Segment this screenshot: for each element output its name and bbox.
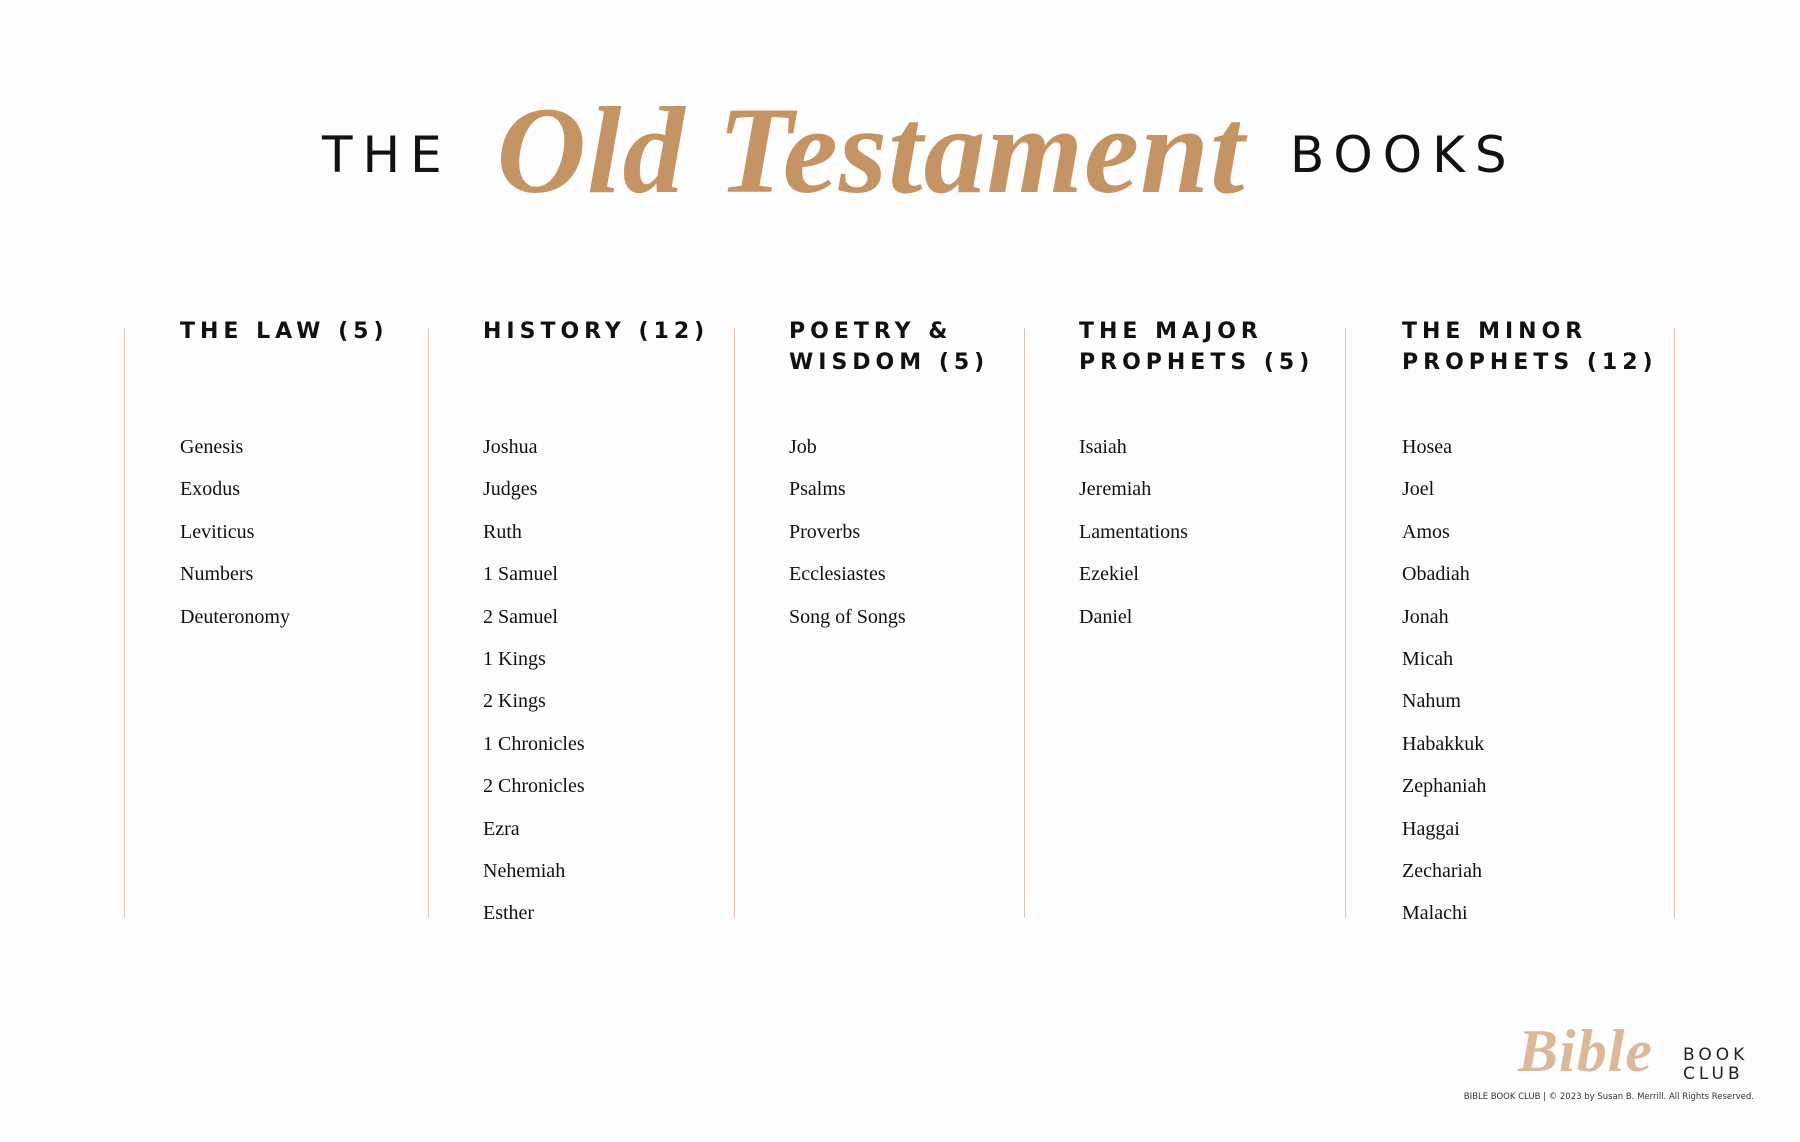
column-divider — [1024, 328, 1025, 918]
copyright-footer: BIBLE BOOK CLUB | © 2023 by Susan B. Merrill. All Rights Reserved. — [1463, 1092, 1754, 1102]
book-item: Habakkuk — [1402, 732, 1485, 755]
book-item: Exodus — [180, 478, 240, 501]
book-item: Haggai — [1402, 817, 1460, 840]
book-item: Hosea — [1402, 436, 1452, 458]
book-item: Ruth — [483, 520, 522, 543]
book-list — [1402, 426, 1658, 935]
book-item: Joshua — [483, 436, 538, 458]
title-prefix: THE — [322, 126, 452, 184]
book-item: 2 Samuel — [483, 605, 558, 628]
book-item: Nehemiah — [483, 860, 566, 883]
column-divider — [124, 328, 125, 918]
column-major-prophets — [1079, 316, 1314, 638]
book-item: Lamentations — [1079, 520, 1188, 543]
book-item: Obadiah — [1402, 563, 1470, 586]
column-divider — [428, 328, 429, 918]
column-history — [483, 316, 709, 935]
column-poetry-wisdom — [789, 316, 989, 638]
page-title — [0, 82, 1800, 219]
book-item: Ezekiel — [1079, 563, 1139, 586]
title-main: Old Testament — [496, 82, 1246, 219]
book-item: Amos — [1402, 520, 1450, 543]
book-item: Ezra — [483, 817, 520, 840]
logo-subtitle: BOOK CLUB — [1683, 1045, 1749, 1084]
column-heading: POETRY & WISDOM (5) — [789, 319, 990, 375]
book-item: 1 Chronicles — [483, 732, 585, 755]
column-divider — [734, 328, 735, 918]
book-item: Isaiah — [1079, 436, 1127, 458]
book-item: Daniel — [1079, 605, 1133, 628]
column-heading: THE LAW (5) — [180, 319, 389, 344]
book-item: 2 Chronicles — [483, 775, 585, 798]
book-item: Song of Songs — [789, 605, 906, 628]
book-item: Micah — [1402, 648, 1454, 671]
title-suffix: BOOKS — [1290, 126, 1517, 184]
book-item: Job — [789, 436, 817, 458]
book-item: 1 Kings — [483, 648, 546, 671]
book-item: Genesis — [180, 436, 244, 458]
book-item: Deuteronomy — [180, 605, 290, 628]
book-item: 2 Kings — [483, 690, 546, 713]
column-heading: THE MINOR PROPHETS (12) — [1402, 319, 1658, 375]
book-item: Malachi — [1402, 902, 1468, 925]
book-item: Judges — [483, 478, 538, 501]
book-item: Nahum — [1402, 690, 1461, 713]
book-item: Jeremiah — [1079, 478, 1152, 501]
book-list — [1079, 426, 1314, 638]
book-item: Zechariah — [1402, 860, 1482, 883]
book-item: Numbers — [180, 563, 254, 586]
logo-wordmark: Bible — [1518, 1018, 1653, 1084]
book-item: Ecclesiastes — [789, 563, 886, 586]
book-list — [789, 426, 989, 638]
column-the-law — [180, 316, 389, 638]
column-minor-prophets — [1402, 316, 1658, 935]
book-item: Jonah — [1402, 605, 1449, 628]
book-list — [483, 426, 709, 935]
column-heading: HISTORY (12) — [483, 319, 710, 344]
bible-book-club-logo — [1510, 1018, 1755, 1084]
book-item: 1 Samuel — [483, 563, 558, 586]
book-list — [180, 426, 389, 638]
book-item: Zephaniah — [1402, 775, 1487, 798]
column-divider — [1674, 328, 1675, 918]
book-item: Leviticus — [180, 520, 255, 543]
book-item: Psalms — [789, 478, 846, 501]
book-item: Joel — [1402, 478, 1435, 501]
column-heading: THE MAJOR PROPHETS (5) — [1079, 319, 1315, 375]
book-item: Esther — [483, 902, 535, 925]
book-item: Proverbs — [789, 520, 861, 543]
column-divider — [1345, 328, 1346, 918]
